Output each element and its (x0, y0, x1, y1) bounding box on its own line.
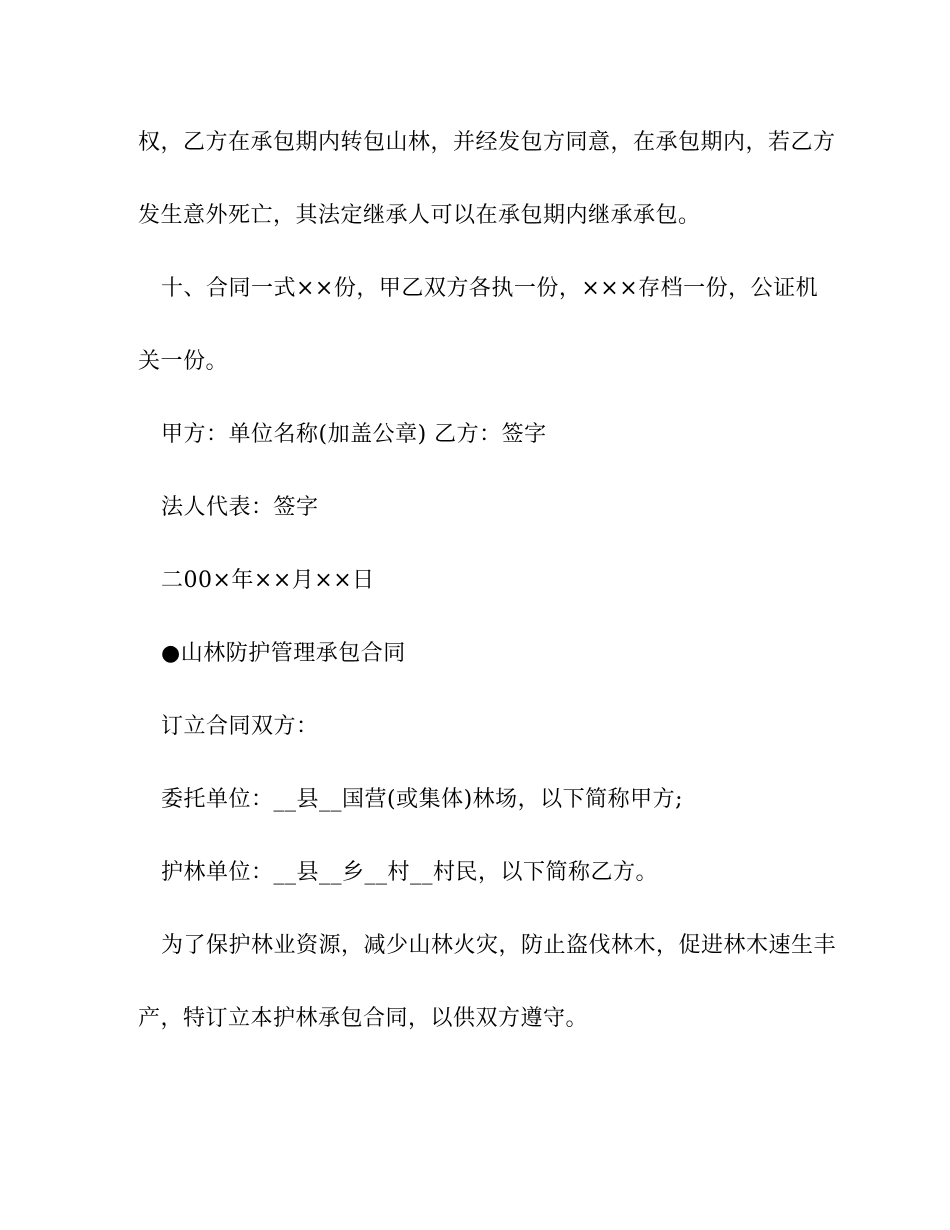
forest-guard-unit-line: 护林单位：__县__乡__村__村民，以下简称乙方。 (161, 860, 659, 885)
purpose-line-2: 产，特订立本护林承包合同，以供双方遵守。 (138, 1006, 589, 1031)
purpose-line-1: 为了保护林业资源，减少山林火灾，防止盗伐林木，促进林木速生丰 (161, 933, 837, 958)
clause-ten-line-2: 关一份。 (138, 349, 229, 374)
legal-representative-line: 法人代表：签字 (161, 495, 319, 520)
section-heading: ●山林防护管理承包合同 (161, 641, 406, 666)
paragraph-line-2: 发生意外死亡，其法定继承人可以在承包期内继承承包。 (138, 203, 701, 228)
commissioning-unit-line: 委托单位：__县__国营(或集体)林场，以下简称甲方; (161, 787, 684, 812)
clause-ten-line-1: 十、合同一式××份，甲乙双方各执一份，×××存档一份，公证机 (161, 276, 819, 301)
paragraph-line-1: 权，乙方在承包期内转包山林，并经发包方同意，在承包期内，若乙方 (138, 130, 836, 155)
signature-parties-line: 甲方：单位名称(加盖公章) 乙方：签字 (161, 422, 547, 447)
date-line: 二00×年××月××日 (161, 568, 375, 593)
contract-parties-label: 订立合同双方： (161, 714, 319, 739)
